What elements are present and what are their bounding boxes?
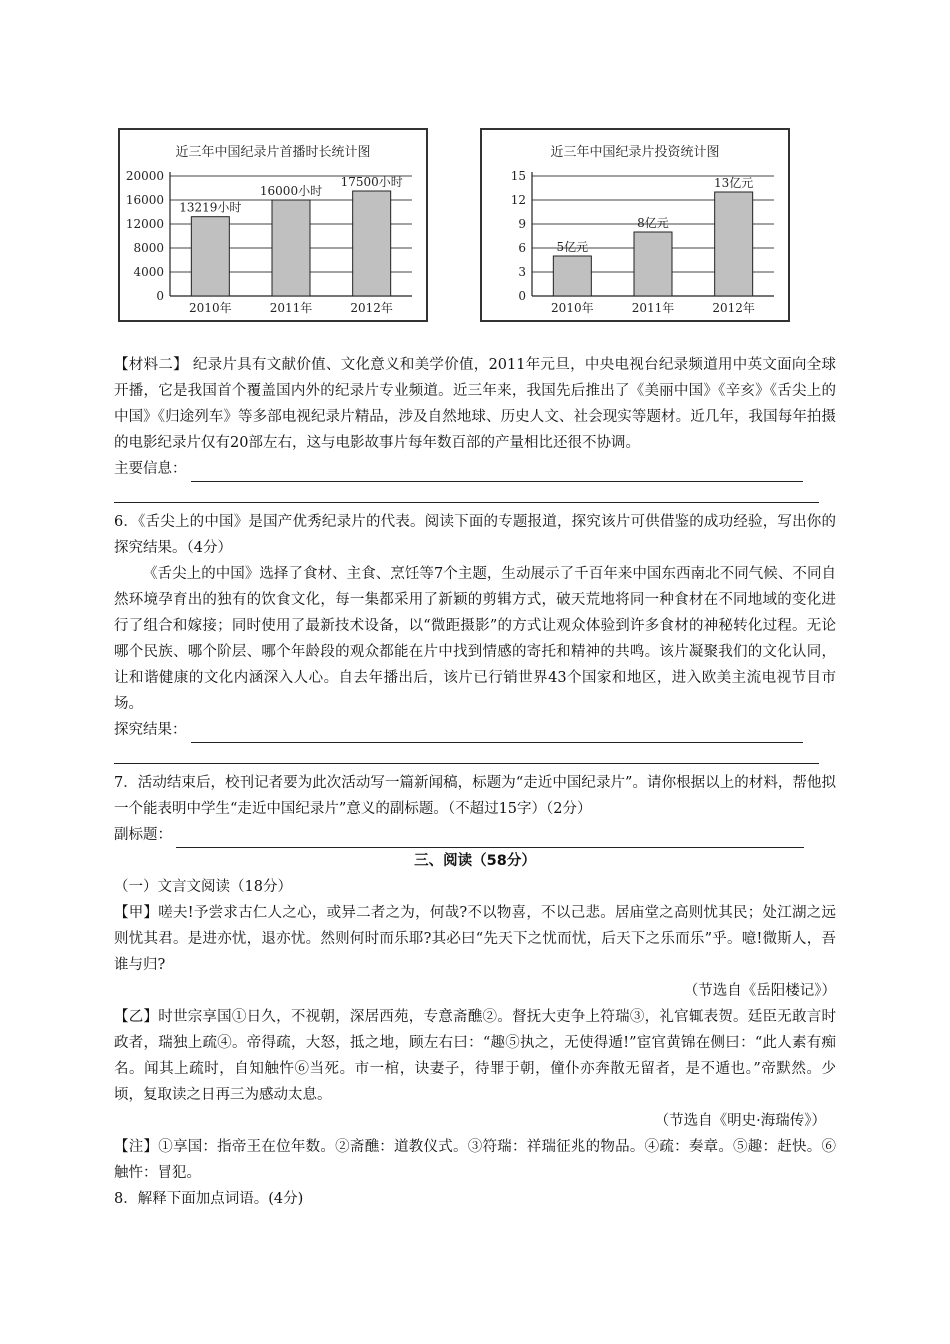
- bar-value-label: 13219小时: [179, 200, 242, 215]
- material2-label: 【材料二】: [114, 357, 188, 373]
- bar: [272, 200, 310, 296]
- sub1-title: （一）文言文阅读（18分）: [114, 879, 292, 895]
- y-tick-label: 6: [518, 241, 526, 255]
- chart-title: 近三年中国纪录片投资统计图: [550, 145, 720, 160]
- y-tick-label: 9: [518, 217, 526, 231]
- q7-prompt: 7．活动结束后，校刊记者要为此次活动写一篇新闻稿，标题为“走近中国纪录片”。请你根据以上的材料，帮他拟一个能表明中学生“走近中国纪录片”意义的副标题。（不超过15字）（2分）: [114, 775, 836, 817]
- chart-investment: [480, 128, 790, 322]
- q8-prompt: 8．解释下面加点词语。(4分): [114, 1191, 304, 1207]
- q7-answer-label: 副标题：: [114, 827, 172, 843]
- chart-investment-svg: [482, 130, 788, 320]
- x-tick-label: 2010年: [551, 301, 594, 315]
- y-tick-label: 4000: [133, 265, 164, 279]
- material2-paragraph: [114, 352, 836, 456]
- q6-answer-line[interactable]: [191, 724, 803, 743]
- y-tick-label: 12: [510, 193, 526, 207]
- material2-text: 纪录片具有文献价值、文化意义和美学价值，2011年元旦，中央电视台纪录频道用中英文面向全球开播，它是我国首个覆盖国内外的纪录片专业频道。近三年来，我国先后推出了《美丽中国》《辛亥》《舌尖上的中国》《归途列车》等多部电视纪录片精品，涉及自然地球、历史人文、社会现实等题材。近几年，我国每年拍摄的电影纪录片仅有20部左右，这与电影故事片每年数百部的产量相比还很不协调。: [114, 357, 837, 451]
- y-tick-label: 12000: [125, 217, 164, 231]
- section3-title: 三、阅读（58分）: [414, 853, 536, 869]
- y-tick-label: 15: [510, 169, 526, 183]
- y-tick-label: 3: [518, 265, 526, 279]
- bar: [191, 217, 229, 296]
- chart-broadcast-duration-svg: [120, 130, 426, 320]
- chart-broadcast-duration: [118, 128, 428, 322]
- q6-prompt: 6．《舌尖上的中国》是国产优秀纪录片的代表。阅读下面的专题报道，探究该片可供借鉴的成功经验，写出你的探究结果。（4分）: [114, 514, 836, 556]
- jia-text: 【甲】嗟夫!予尝求古仁人之心，或异二者之为，何哉?不以物喜，不以己悲。居庙堂之高则忧其民；处江湖之远则忧其君。是进亦忧，退亦忧。然则何时而乐耶?其必曰“先天下之忧而忧，后天下之乐而乐”乎。噫!微斯人，吾谁与归?: [114, 905, 836, 973]
- jia-source: （节选自《岳阳楼记》）: [683, 983, 836, 999]
- document-body: [114, 352, 836, 1212]
- bar-value-label: 8亿元: [637, 216, 669, 230]
- bar-value-label: 5亿元: [556, 240, 589, 254]
- yi-text: 【乙】时世宗享国①日久，不视朝，深居西苑，专意斋醮②。督抚大吏争上符瑞③，礼官辄表贺。廷臣无敢言时政者，瑞独上疏④。帝得疏，大怒，抵之地，顾左右曰：“趣⑤执之，无使得遁!”宦官黄锦在侧曰：“此人素有痴名。闻其上疏时，自知触忤⑥当死。市一棺，诀妻子，待罪于朝，僮仆亦奔散无留者，是不遁也。”帝默然。少顷，复取读之日再三为感动太息。: [114, 1009, 836, 1103]
- main-info-answer-line-2[interactable]: [114, 482, 819, 503]
- notes-text: 【注】①享国：指帝王在位年数。②斋醮：道教仪式。③符瑞：祥瑞征兆的物品。④疏：奏章。⑤趣：赶快。⑥触忤：冒犯。: [114, 1139, 836, 1181]
- q7-answer-line[interactable]: [176, 829, 804, 848]
- x-tick-label: 2010年: [189, 301, 232, 315]
- q6-passage: 《舌尖上的中国》选择了食材、主食、烹饪等7个主题，生动展示了千百年来中国东西南北不同气候、不同自然环境孕育出的独有的饮食文化，每一集都采用了新颖的剪辑方式，破天荒地将同一种食材在不同地域的变化进行了组合和嫁接；同时使用了最新技术设备，以“微距摄影”的方式让观众体验到许多食材的神秘转化过程。无论哪个民族、哪个阶层、哪个年龄段的观众都能在片中找到情感的寄托和精神的共鸣。该片凝聚我们的文化认同，让和谐健康的文化内涵深入人心。自去年播出后，该片已行销世界43个国家和地区，进入欧美主流电视节目市场。: [114, 566, 836, 712]
- x-tick-label: 2012年: [350, 301, 393, 315]
- main-info-row: [114, 456, 836, 482]
- chart-title: 近三年中国纪录片首播时长统计图: [175, 145, 371, 160]
- main-info-answer-line[interactable]: [191, 463, 803, 482]
- bar: [634, 232, 672, 296]
- bar-value-label: 16000小时: [259, 184, 323, 198]
- x-tick-label: 2012年: [712, 301, 755, 315]
- y-tick-label: 16000: [125, 193, 164, 207]
- main-info-label: 主要信息：: [114, 461, 187, 477]
- q6-answer-line-2[interactable]: [114, 743, 819, 764]
- x-tick-label: 2011年: [269, 301, 313, 315]
- y-tick-label: 8000: [133, 241, 164, 255]
- bar: [353, 191, 391, 296]
- y-tick-label: 0: [156, 289, 164, 303]
- bar-value-label: 17500小时: [340, 175, 403, 189]
- y-tick-label: 20000: [125, 169, 164, 183]
- yi-source: （节选自《明史·海瑞传》）: [654, 1113, 826, 1129]
- bar-value-label: 13亿元: [714, 176, 754, 190]
- q7-answer-row: [114, 822, 836, 848]
- q6-answer-label: 探究结果：: [114, 722, 187, 738]
- y-tick-label: 0: [518, 289, 526, 303]
- q6-answer-row: [114, 717, 836, 743]
- bar: [715, 192, 753, 296]
- x-tick-label: 2011年: [631, 301, 675, 315]
- bar: [553, 256, 591, 296]
